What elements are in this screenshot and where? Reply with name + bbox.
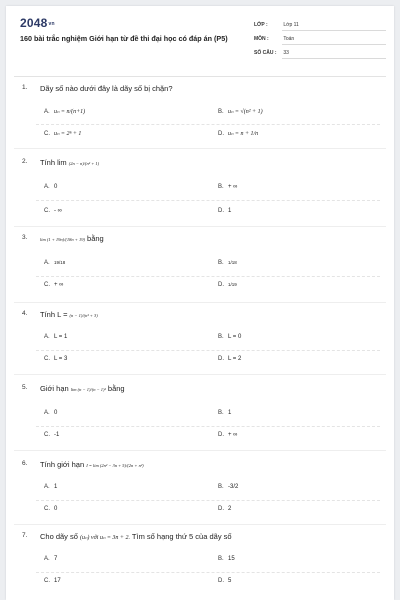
meta-class [254,22,386,28]
question-stem [40,310,98,319]
option-c[interactable] [44,282,63,288]
meta-key: LỚP : [254,22,268,28]
option-divider [36,572,380,573]
question-stem [40,532,232,541]
stem-text-after: Tìm số hạng thứ 5 của dãy số [131,532,232,541]
question-number: 3. [22,234,28,241]
question-separator [14,524,386,525]
option-b[interactable] [218,184,237,190]
meta-divider [282,30,386,31]
question-separator [14,302,386,303]
option-b[interactable] [218,108,263,115]
option-b[interactable] [218,556,235,562]
option-text: 0 [54,410,58,416]
option-letter: D. [218,356,224,362]
option-letter: D. [218,208,224,214]
option-divider [36,124,380,125]
option-text: 7 [54,556,58,562]
option-text: L = 0 [228,334,242,340]
option-text: 0 [54,506,58,512]
option-text: 19/18 [54,260,66,265]
meta-key: SỐ CÂU : [254,50,277,56]
question-stem [40,234,104,243]
option-c[interactable] [44,130,81,137]
question-stem [40,460,144,469]
option-letter: B. [218,410,224,416]
option-letter: D. [218,506,224,512]
stem-math: (uₙ) với uₙ = 3n + 2. [80,535,130,541]
option-letter: D. [218,578,224,584]
option-divider [36,276,380,277]
option-b[interactable] [218,484,238,490]
meta-value: Toán [283,36,295,42]
option-a[interactable] [44,184,57,190]
option-d[interactable] [218,356,241,362]
option-b[interactable] [218,410,231,416]
option-b[interactable] [218,334,241,340]
option-text: -3/2 [228,484,239,490]
question-number: 4. [22,310,28,317]
stem-math: (n − 1)/(n³ + 3) [69,313,98,318]
option-text: 1 [228,208,232,214]
option-c[interactable] [44,506,57,512]
option-letter: A. [44,334,50,340]
option-letter: A. [44,260,50,266]
stem-math: lim (1 + 19n)/(18n + 19) [40,237,85,242]
option-text: + ∞ [228,432,238,438]
option-text: 1/19 [228,282,237,287]
option-letter: D. [218,131,224,137]
question-stem [40,158,99,167]
option-a[interactable] [44,108,85,115]
option-letter: B. [218,556,224,562]
option-text: uₙ = √(n² + 1) [228,109,263,115]
option-text: uₙ = n + 1/n [228,131,259,137]
stem-text: Giới hạn [40,384,69,393]
option-d[interactable] [218,130,258,137]
option-letter: B. [218,109,224,115]
question-number: 7. [22,532,28,539]
option-divider [36,500,380,501]
option-c[interactable] [44,432,59,438]
stem-math: lim (n − 1)/(n − 1)² [70,387,106,392]
option-d[interactable] [218,506,231,512]
option-text: 5 [228,578,232,584]
option-text: uₙ = n/(n+1) [54,109,86,115]
option-letter: B. [218,184,224,190]
option-letter: B. [218,334,224,340]
option-text: - ∞ [54,208,62,214]
option-letter: C. [44,432,50,438]
option-letter: B. [218,260,224,266]
stem-text-after: bằng [107,384,125,393]
option-a[interactable] [44,260,65,266]
option-letter: A. [44,410,50,416]
option-text: 0 [54,184,58,190]
option-text: 1 [54,484,58,490]
option-a[interactable] [44,556,57,562]
option-letter: C. [44,506,50,512]
option-letter: A. [44,109,50,115]
option-text: 17 [54,578,61,584]
option-text: uₙ = 2ⁿ + 1 [54,131,82,137]
option-text: + ∞ [228,184,238,190]
option-b[interactable] [218,260,237,266]
question-stem: Dãy số nào dưới đây là dãy số bị chặn? [40,84,173,93]
option-text: 2 [228,506,232,512]
question-separator [14,450,386,451]
exam-sheet [6,6,394,600]
option-letter: C. [44,131,50,137]
brand-suffix: vn [48,20,55,27]
question-separator [14,226,386,227]
option-a[interactable] [44,334,67,340]
option-text: + ∞ [54,282,64,288]
stem-text: Tính giới hạn [40,460,85,469]
site-logo[interactable] [20,16,55,30]
option-text: 1/18 [228,260,237,265]
meta-divider [282,58,386,59]
question-stem [40,384,125,393]
option-text: L = 3 [54,356,68,362]
option-letter: C. [44,356,50,362]
option-c[interactable] [44,356,67,362]
option-divider [36,426,380,427]
stem-text: Tính lim [40,158,67,167]
meta-value: 33 [283,50,289,56]
option-d[interactable] [218,282,237,288]
option-c[interactable] [44,208,62,214]
option-d[interactable] [218,208,231,214]
option-letter: A. [44,484,50,490]
question-number: 2. [22,158,28,165]
option-text: -1 [54,432,60,438]
option-text: L = 1 [54,334,68,340]
option-text: 15 [228,556,235,562]
question-separator [14,148,386,149]
option-c[interactable] [44,578,61,584]
option-divider [36,200,380,201]
stem-math: (2n − n)/(n² + 1) [68,161,100,166]
brand-text: 2048 [20,16,48,30]
option-a[interactable] [44,484,57,490]
option-letter: C. [44,282,50,288]
question-number: 1. [22,84,28,91]
question-number: 6. [22,460,28,467]
stem-math: I = lim (2n² − 3n + 5)/(2n + n²) [86,463,144,468]
stem-text: Tính L = [40,310,68,319]
question-separator [14,374,386,375]
option-letter: D. [218,282,224,288]
meta-value: Lớp 11 [283,22,299,28]
option-d[interactable] [218,432,237,438]
option-text: L = 2 [228,356,242,362]
meta-subject [254,36,386,42]
option-d[interactable] [218,578,231,584]
meta-divider [282,44,386,45]
stem-text: bằng [87,234,104,243]
option-letter: A. [44,184,50,190]
meta-question-count [254,50,386,56]
option-letter: B. [218,484,224,490]
stem-text: Cho dãy số [40,532,78,541]
document-title: 160 bài trắc nghiệm Giới hạn từ đề thi đại học có đáp án (P5) [20,34,228,43]
option-letter: A. [44,556,50,562]
header-divider [14,76,386,77]
meta-key: MÔN : [254,36,269,42]
option-text: 1 [228,410,232,416]
option-letter: C. [44,578,50,584]
option-letter: D. [218,432,224,438]
question-number: 5. [22,384,28,391]
option-a[interactable] [44,410,57,416]
option-divider [36,350,380,351]
option-letter: C. [44,208,50,214]
